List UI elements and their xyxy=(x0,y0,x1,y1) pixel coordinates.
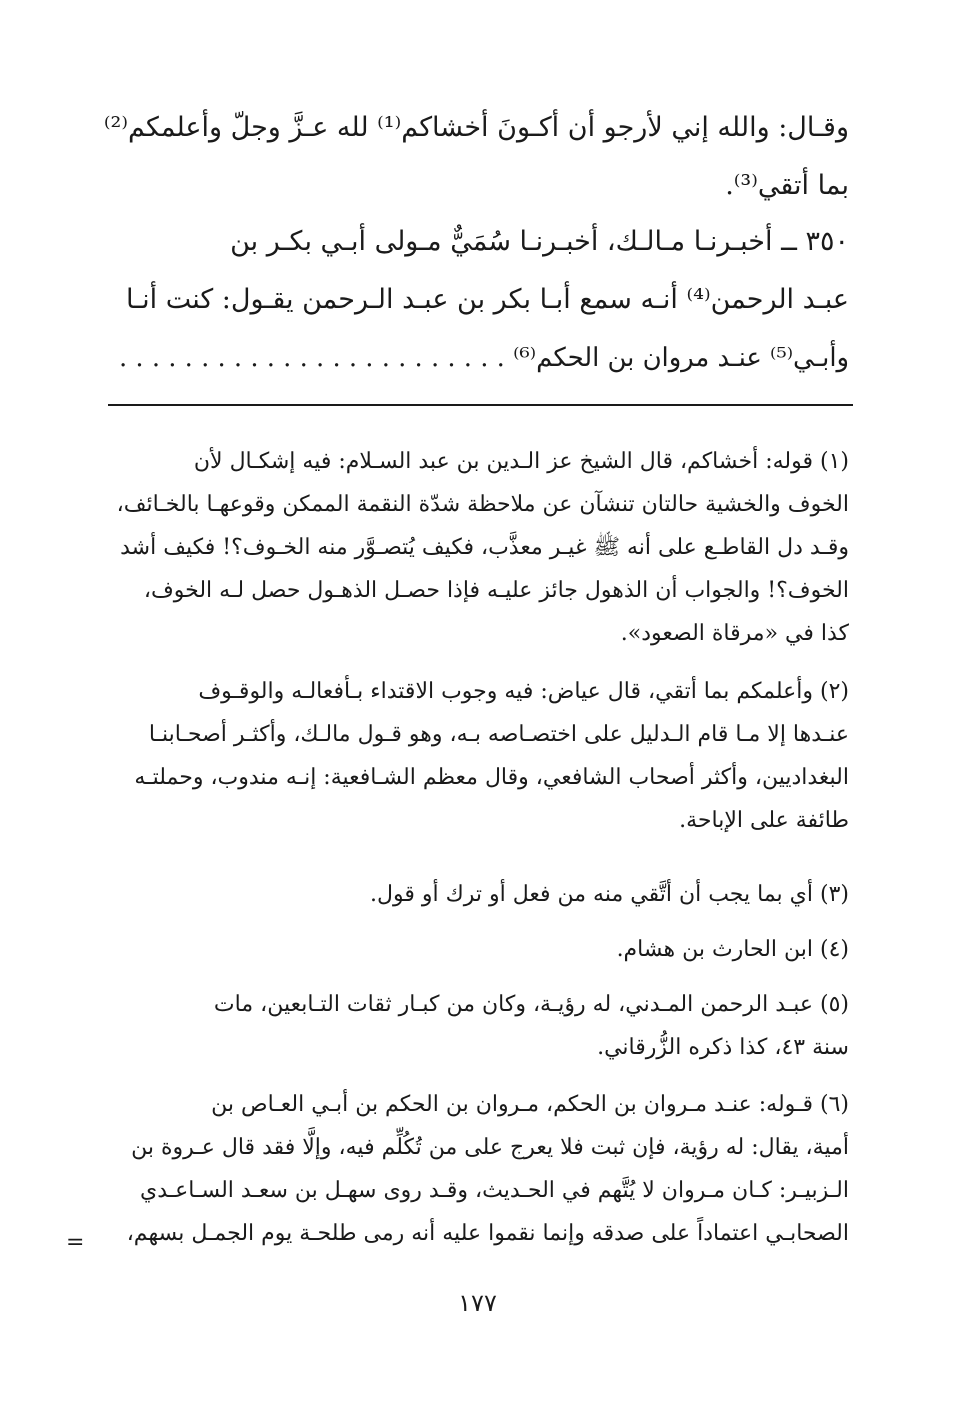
footnote-line: (١) قوله: أخشاكم، قال الشيخ عز الـدين بن عبد السـلام: فيه إشكـال لأن xyxy=(193,449,849,474)
footnote-line: سنة ٤٣، كذا ذكره الزُّرقاني. xyxy=(597,1035,849,1060)
footnote-line: (٥) عبـد الرحمن المـدني، له رؤيـة، وكان من كبـار ثقات التـابعين، مات xyxy=(213,992,849,1017)
text-line: وأبـي⁽⁵⁾ عنـد مروان بن الحكم⁽⁶⁾ . . . . . . . . . . . . . . . . . . . . . . . . xyxy=(118,343,849,373)
footnote-line: وقـد دل القاطـع على أنه ﷺ غيـر معذَّب، فكيف يُتصـوَّر منه الخـوف؟! فكيف أشد xyxy=(120,535,849,560)
footnote-4 xyxy=(104,928,849,971)
footnote-line: (٢) وأعلمكم بما أتقي، قال عياض: فيه وجوب الاقتداء بـأفعالـه والوقـوف xyxy=(198,679,849,704)
footnote-line: البغداديين، وأكثر أصحاب الشافعي، وقال معظم الشـافعية: إنـه مندوب، وحملتـه xyxy=(134,765,849,790)
footnote-line: كذا في «مرقاة الصعود». xyxy=(620,621,849,646)
footnote-line: (٤) ابن الحارث بن هشام. xyxy=(616,937,849,962)
footnote-5 xyxy=(104,983,849,1069)
footnote-line: الخوف والخشية حالتان تنشآن عن ملاحظة شدّة النقمة الممكن وقوعهـا بالخـائف، xyxy=(116,492,849,517)
continuation-mark: = xyxy=(66,1230,85,1255)
footnote-line: عنـدها إلا مـا قام الـدليل على اختصـاصه بـه، وهو قـول مالـك، وأكثـر أصحـابنـا xyxy=(148,722,849,747)
footnote-line: الخوف؟! والجواب أن الذهول جائز عليـه فإذا حصـل الذهـول حصل لـه الخوف، xyxy=(143,578,849,603)
footnote-separator xyxy=(108,404,853,406)
hadith-350 xyxy=(104,213,849,387)
footnote-line: الصحابـي اعتماداً على صدقه وإنما نقموا عليه أنه رمى طلحـة يوم الجمـل بسهم، xyxy=(126,1221,849,1246)
text-line: عبـد الرحمن⁽⁴⁾ أنـه سمع أبـا بكر بن عبـد الـرحمن يقـول: كنت أنـا xyxy=(125,284,849,315)
footnote-2 xyxy=(104,670,849,842)
footnote-6 xyxy=(104,1083,849,1255)
footnote-line: الـزبيـر: كـان مـروان لا يُتَّهم في الحـديث، وقـد روى سهـل بن سعـد السـاعـدي xyxy=(139,1178,849,1203)
footnote-1 xyxy=(104,440,849,655)
page-number: ١٧٧ xyxy=(458,1289,497,1317)
footnote-line: طائفة على الإباحة. xyxy=(679,808,849,833)
footnote-line: (٣) أي بما يجب أن أتَّقي منه من فعل أو ترك أو قول. xyxy=(370,882,849,907)
footnote-line: أمية، يقال: له رؤية، فإن ثبت فلا يعرج على من تُكُلِّم فيه، وإلَّا فقد قال عـروة بن xyxy=(131,1135,849,1160)
main-paragraph-1 xyxy=(104,99,849,215)
text-line: ٣٥٠ ــ أخبـرنـا مـالـك، أخبـرنـا سُمَيٌّ مـولى أبـي بكـر بن xyxy=(230,226,849,257)
footnote-line: (٦) قـوله: عنـد مـروان بن الحكم، مـروان بن الحكم بن أبـي العـاص بن xyxy=(211,1092,849,1117)
text-line: وقـال: والله إني لأرجو أن أكـونَ أخشاكم⁽¹⁾ لله عـزَّ وجلّ وأعلمكم⁽²⁾ xyxy=(103,112,849,143)
footnote-3 xyxy=(104,873,849,916)
text-line: بما أتقي⁽³⁾. xyxy=(725,170,849,201)
